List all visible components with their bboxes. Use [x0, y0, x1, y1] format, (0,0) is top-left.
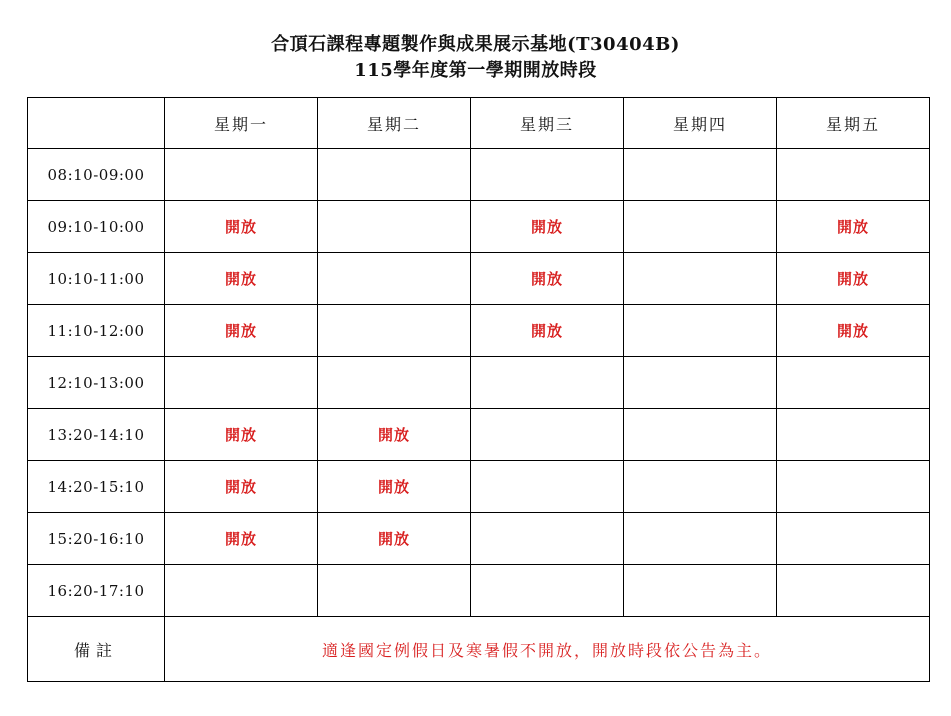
time-slot-row	[28, 461, 930, 513]
slot-cell	[471, 149, 624, 201]
note-row	[28, 617, 930, 682]
slot-cell	[471, 305, 624, 357]
note-label: 備註	[73, 640, 118, 660]
slot-cell	[777, 149, 930, 201]
slot-cell	[777, 461, 930, 513]
slot-cell	[165, 461, 318, 513]
time-cell	[28, 409, 165, 461]
slot-cell	[624, 409, 777, 461]
slot-cell	[471, 513, 624, 565]
open-status: 開放	[377, 530, 410, 548]
day-label: 星期五	[825, 114, 880, 134]
slot-cell	[777, 201, 930, 253]
time-cell	[28, 305, 165, 357]
day-label: 星期三	[519, 114, 574, 134]
day-header-tue	[318, 98, 471, 149]
slot-cell	[165, 565, 318, 617]
time-cell	[28, 357, 165, 409]
time-cell	[28, 461, 165, 513]
slot-cell	[471, 357, 624, 409]
slot-cell	[471, 409, 624, 461]
note-label-cell	[28, 617, 165, 682]
time-cell	[28, 149, 165, 201]
slot-cell	[165, 149, 318, 201]
time-cell	[28, 253, 165, 305]
time-slot-row	[28, 409, 930, 461]
time-slot-row	[28, 513, 930, 565]
slot-cell	[777, 357, 930, 409]
slot-cell	[471, 565, 624, 617]
slot-cell	[165, 305, 318, 357]
slot-cell	[318, 513, 471, 565]
slot-cell	[624, 461, 777, 513]
slot-cell	[318, 461, 471, 513]
slot-cell	[624, 357, 777, 409]
slot-cell	[165, 201, 318, 253]
open-status: 開放	[530, 270, 563, 288]
day-header-thu	[624, 98, 777, 149]
time-cell	[28, 565, 165, 617]
open-status: 開放	[224, 270, 257, 288]
slot-cell	[624, 201, 777, 253]
open-status: 開放	[224, 530, 257, 548]
note-text: 適逢國定例假日及寒暑假不開放，開放時段依公告為主。	[321, 640, 772, 660]
day-header-wed	[471, 98, 624, 149]
time-slot-row	[28, 565, 930, 617]
slot-cell	[777, 409, 930, 461]
open-status: 開放	[530, 218, 563, 236]
time-label: 11:10-12:00	[47, 322, 145, 340]
slot-cell	[624, 253, 777, 305]
open-status: 開放	[377, 426, 410, 444]
open-status: 開放	[224, 218, 257, 236]
slot-cell	[777, 513, 930, 565]
open-status: 開放	[224, 478, 257, 496]
slot-cell	[318, 149, 471, 201]
open-status: 開放	[224, 322, 257, 340]
slot-cell	[318, 409, 471, 461]
header-row	[28, 98, 930, 149]
page-subtitle: 115學年度第一學期開放時段	[354, 60, 597, 81]
slot-cell	[165, 253, 318, 305]
time-label: 08:10-09:00	[47, 166, 145, 184]
slot-cell	[318, 201, 471, 253]
page-title: 合頂石課程專題製作與成果展示基地(T30404B)	[271, 34, 680, 55]
slot-cell	[471, 461, 624, 513]
corner-cell	[28, 98, 165, 149]
time-slot-row	[28, 305, 930, 357]
time-label: 14:20-15:10	[47, 478, 145, 496]
day-header-fri	[777, 98, 930, 149]
slot-cell	[318, 253, 471, 305]
time-label: 09:10-10:00	[47, 218, 145, 236]
note-text-cell	[165, 617, 930, 682]
day-label: 星期二	[366, 114, 421, 134]
slot-cell	[624, 305, 777, 357]
slot-cell	[318, 565, 471, 617]
open-status: 開放	[224, 426, 257, 444]
slot-cell	[777, 565, 930, 617]
time-label: 15:20-16:10	[47, 530, 145, 548]
open-status: 開放	[530, 322, 563, 340]
time-label: 12:10-13:00	[47, 374, 145, 392]
day-header-mon	[165, 98, 318, 149]
time-cell	[28, 201, 165, 253]
slot-cell	[624, 565, 777, 617]
slot-cell	[165, 409, 318, 461]
slot-cell	[471, 253, 624, 305]
time-label: 16:20-17:10	[47, 582, 145, 600]
slot-cell	[165, 513, 318, 565]
slot-cell	[471, 201, 624, 253]
slot-cell	[624, 513, 777, 565]
time-slot-row	[28, 149, 930, 201]
slot-cell	[318, 357, 471, 409]
open-status: 開放	[836, 218, 869, 236]
time-slot-row	[28, 253, 930, 305]
time-label: 10:10-11:00	[47, 270, 145, 288]
time-label: 13:20-14:10	[47, 426, 145, 444]
slot-cell	[318, 305, 471, 357]
schedule-table	[27, 97, 930, 682]
open-status: 開放	[377, 478, 410, 496]
time-slot-row	[28, 357, 930, 409]
time-slot-row	[28, 201, 930, 253]
open-status: 開放	[836, 270, 869, 288]
day-label: 星期一	[213, 114, 268, 134]
open-status: 開放	[836, 322, 869, 340]
slot-cell	[165, 357, 318, 409]
slot-cell	[777, 305, 930, 357]
time-cell	[28, 513, 165, 565]
slot-cell	[624, 149, 777, 201]
day-label: 星期四	[672, 114, 727, 134]
slot-cell	[777, 253, 930, 305]
